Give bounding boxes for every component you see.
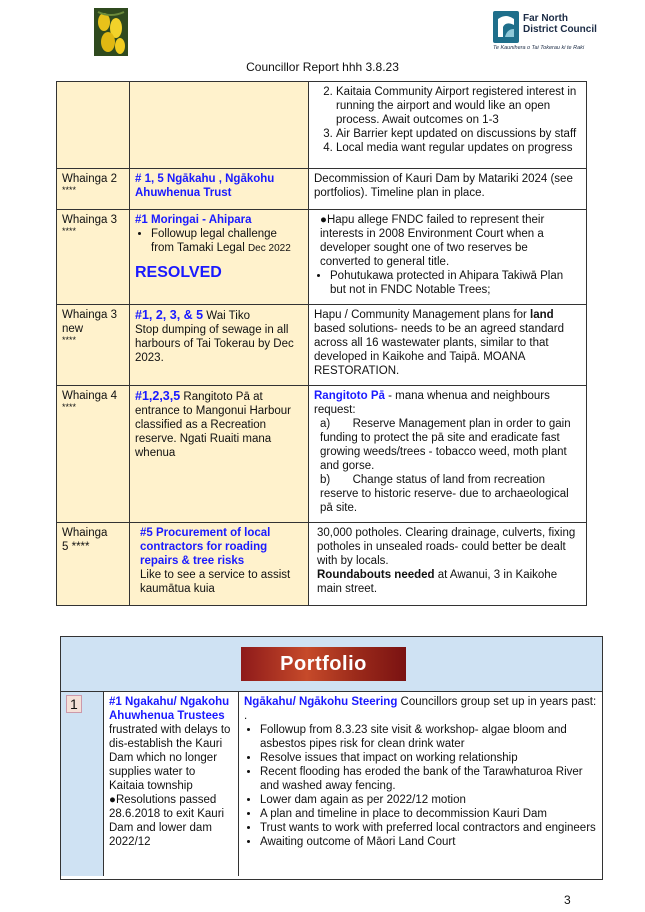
list-item: 4. Local media want regular updates on progress (336, 141, 581, 155)
goal-title: # 1, 5 Ngākahu , Ngākohu Ahuwhenua Trust (135, 173, 275, 199)
list-item: • Awaiting outcome of Māori Land Court (260, 835, 597, 849)
portfolio-table (61, 692, 602, 876)
list-item: • Lower dam again as per 2022/12 motion (260, 793, 597, 807)
table-row (57, 169, 587, 210)
list-item: a) Reserve Management plan in order to gain funding to protect the pā site and eradicate fast growing weeds/trees - tobacco weed, moth plant and gorse. (320, 418, 571, 472)
airport-list (314, 85, 581, 155)
list-item: • Pohutukawa protected in Ahipara Takiwā Plan but not in FNDC Notable Trees; (330, 269, 581, 297)
table-row (57, 305, 587, 386)
goal-label: Whainga 3 (62, 309, 117, 321)
goal-description: 30,000 potholes. Clearing drainage, culverts, fixing potholes in unsealed roads- could better be dealt with by locals. (317, 527, 576, 567)
list-item: b) Change status of land from recreation reserve to historic reserve- due to archaeological pā site. (320, 474, 569, 514)
bullet-date: Dec 2022 (247, 243, 291, 254)
portfolio-title: #1 Ngakahu/ Ngakohu Ahuwhenua Trustees (109, 696, 230, 722)
goal-body: Rangitoto Pā at entrance to Mangonui Harbour classified as a Recreation reserve. Ngati Ruaiti mana whenua (135, 391, 291, 459)
portfolio-bullets (244, 723, 597, 849)
page-number: 3 (564, 893, 571, 907)
goal-title-rest: Wai Tiko (203, 310, 250, 322)
list-item: • A plan and timeline in place to decommission Kauri Dam (260, 807, 597, 821)
portfolio-banner: Portfolio (241, 647, 406, 681)
list-item: • Followup legal challenge from Tamaki Legal Dec 2022 (151, 227, 303, 256)
list-item: • Trust wants to work with preferred local contractors and engineers (260, 821, 597, 835)
table-row: Whainga 4 **** #1,2,3,5 Rangitoto Pā at entrance to Mangonui Harbour classified as a Recreation reserve. Ngati Ruaiti mana whenua Rangitoto Pā - mana whenua and neighbours request: a) Reserve Management plan in order to gain funding to protect the pā site and eradicate fast growing weeds/trees - tobacco weed, moth plant and gorse. b) Change status of land from recreation reserve to historic reserve- due to archaeological pā site. (57, 386, 587, 523)
table-row (57, 82, 587, 169)
fndc-tagline: Te Kaunihera o Tai Tokerau ki te Raki (493, 45, 585, 51)
portfolio-header (61, 637, 602, 692)
goal-description: ●Hapu allege FNDC failed to represent their interests in 2008 Environment Court when a developer sought one of two reserves be converted to general title. (320, 214, 545, 268)
goal-description: Decommission of Kauri Dam by Matariki 2024 (see portfolios). Timeline plan in place. (314, 173, 573, 199)
list-item: • Recent flooding has eroded the bank of the Tarawhaturoa River and washed away fencing. (260, 765, 597, 793)
portfolio-desc-title: Ngākahu/ Ngākohu Steering (244, 696, 398, 708)
fndc-emblem-icon (493, 11, 519, 43)
goal-label: Whainga (62, 527, 108, 539)
kowhai-flower-icon (94, 8, 128, 56)
fndc-name-line1: Far North (523, 13, 568, 24)
goal-body: Like to see a service to assist kaumātua kuia (140, 569, 291, 595)
goal-title: #5 Procurement of local contractors for roading repairs & tree risks (140, 527, 271, 567)
goal-title: #1,2,3,5 (135, 389, 181, 403)
goal-description: Hapu / Community Management plans for land based solutions- needs to be an agreed standard across all 16 wastewater plants, similar to that developed in Kaikohe and Taipā. MOANA RESTORATION. (314, 309, 564, 377)
star-rating: **** (62, 402, 77, 412)
list-item: 2. Kaitaia Community Airport registered interest in running the airport and would like an open process. Await outcomes on 1-3 (336, 85, 581, 127)
portfolio-body: frustrated with delays to dis-establish the Kauri Dam which no longer supplies water to Kaitaia township (109, 724, 231, 792)
goal-body: Stop dumping of sewage in all harbours of Tai Tokerau by Dec 2023. (135, 324, 294, 364)
star-rating: **** (62, 226, 77, 236)
portfolio-number: 1 (66, 695, 82, 713)
goal-label-new: new (62, 323, 84, 335)
goal-title: #1, 2, 3, & 5 (135, 308, 204, 322)
goal-label: Whainga 4 (62, 390, 117, 402)
fndc-name-line2: District Council (523, 24, 597, 35)
list-item: • Followup from 8.3.23 site visit & workshop- algae bloom and asbestos pipes risk for clean drink water (260, 723, 597, 751)
table-row (57, 210, 587, 305)
fndc-logo (493, 11, 603, 55)
goals-table (56, 81, 587, 606)
resolved-label: RESOLVED (135, 264, 222, 281)
goal-description-title: Rangitoto Pā (314, 390, 385, 402)
portfolio-section (60, 636, 603, 880)
report-title: Councillor Report hhh 3.8.23 (246, 60, 399, 74)
goal-title: #1 Moringai - Ahipara (135, 214, 252, 226)
goal-label: Whainga 2 (62, 173, 117, 185)
star-rating: **** (62, 185, 77, 195)
list-item: 3. Air Barrier kept updated on discussions by staff (336, 127, 581, 141)
table-row: Whainga 5 **** #5 Procurement of local contractors for roading repairs & tree risks Like to see a service to assist kaumātua kuia 30,000 potholes. Clearing drainage, culverts, fixing potholes in unsealed roads- could better be dealt with by locals. Roundabouts needed at Awanui, 3 in Kaikohe main street. (57, 523, 587, 606)
list-item: • Resolve issues that impact on working relationship (260, 751, 597, 765)
goal-label-stars: 5 **** (62, 541, 90, 553)
star-rating: **** (62, 335, 77, 345)
goal-label: Whainga 3 (62, 214, 117, 226)
table-row: 1 #1 Ngakahu/ Ngakohu Ahuwhenua Trustees frustrated with delays to dis-establish the Kauri Dam which no longer supplies water to Kaitaia township ●Resolutions passed 28.6.2018 to exit Kauri Dam and lower dam 2022/12 Ngākahu/ Ngākohu Steering Councillors group set up in years past: . • Followup from 8.3.23 site visit & workshop- algae bloom and asbestos pipes risk for clean drink water • Resolve issues that impact on working relationship • Recent flooding has eroded the bank of the Tarawhaturoa River and washed away fencing. • Lower dam again as per 2022/12 motion • A plan and timeline in place to decommission Kauri Dam • Trust wants to work with preferred local contractors and engineers • Awaiting outcome of Māori Land Court (61, 692, 602, 876)
portfolio-resolution: ●Resolutions passed 28.6.2018 to exit Kauri Dam and lower dam 2022/12 (109, 794, 225, 848)
